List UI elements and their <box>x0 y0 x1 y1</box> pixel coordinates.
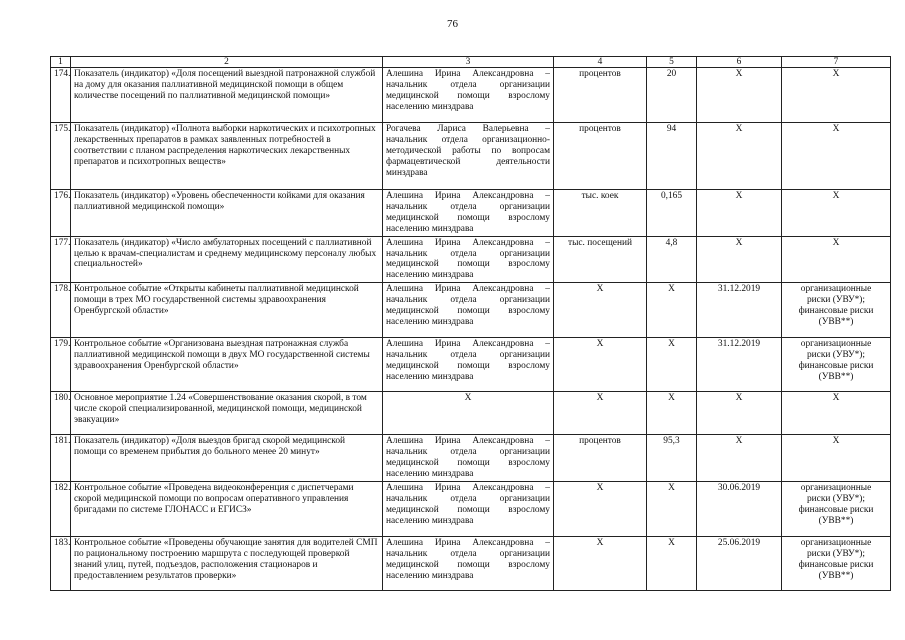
table-row <box>51 236 891 283</box>
risk-line: (УВВ**) <box>818 515 854 526</box>
row-number: 178. <box>51 283 71 338</box>
risk-line: организационные <box>800 339 872 350</box>
row-responsible: Алешина Ирина Александровна – начальник отдела организации медицинской помощи взрослому населению минздрава <box>383 435 554 482</box>
row-number: 182. <box>51 481 71 536</box>
row-deadline: 31.12.2019 <box>697 338 782 392</box>
risk-line: финансовые риски <box>798 306 874 317</box>
row-description: Показатель (индикатор) «Число амбулаторных посещений с паллиативной целью к врачам-специалистам и среднему медицинскому персоналу любых специальностей» <box>71 236 383 283</box>
row-number: 177. <box>51 236 71 283</box>
row-responsible: Алешина Ирина Александровна – начальник отдела организации медицинской помощи взрослому населению минздрава <box>383 536 554 590</box>
row-responsible: Алешина Ирина Александровна – начальник отдела организации медицинской помощи взрослому населению минздрава <box>383 481 554 536</box>
row-description: Показатель (индикатор) «Доля выездов бригад скорой медицинской помощи со временем прибытия до больного менее 20 минут» <box>71 435 383 482</box>
risk-line: риски (УВУ*); <box>806 548 866 559</box>
row-number: 174. <box>51 68 71 123</box>
col-header-4: 4 <box>554 57 647 68</box>
row-responsible: X <box>383 392 554 435</box>
row-number: 179. <box>51 338 71 392</box>
row-unit: X <box>554 338 647 392</box>
table-body <box>51 68 891 591</box>
row-risks: X <box>782 190 891 237</box>
row-number: 175. <box>51 123 71 190</box>
table-row <box>51 392 891 435</box>
row-number: 181. <box>51 435 71 482</box>
col-header-6: 6 <box>697 57 782 68</box>
row-risks <box>782 283 891 338</box>
row-description: Контрольное событие «Проведены обучающие занятия для водителей СМП по рациональному построению маршрута с последующей проверкой знаний улиц, путей, подъездов, расположения стационаров и предоставлением результатов проверки» <box>71 536 383 590</box>
risk-line: финансовые риски <box>798 504 874 515</box>
table-row <box>51 435 891 482</box>
row-responsible: Алешина Ирина Александровна – начальник отдела организации медицинской помощи взрослому населению минздрава <box>383 190 554 237</box>
row-value: 94 <box>647 123 697 190</box>
row-description: Показатель (индикатор) «Полнота выборки наркотических и психотропных лекарственных препаратов в рамках заявленных потребностей в соответствии с планом распределения наркотических лекарственных препаратов и психотропных веществ» <box>71 123 383 190</box>
row-value: 0,165 <box>647 190 697 237</box>
row-number: 183. <box>51 536 71 590</box>
row-deadline: X <box>697 392 782 435</box>
row-value: 95,3 <box>647 435 697 482</box>
row-value: 4,8 <box>647 236 697 283</box>
row-responsible: Алешина Ирина Александровна – начальник отдела организации медицинской помощи взрослому населению минздрава <box>383 283 554 338</box>
measures-table <box>50 56 891 591</box>
row-value: 20 <box>647 68 697 123</box>
risk-line: организационные <box>800 482 872 493</box>
row-responsible: Алешина Ирина Александровна – начальник отдела организации медицинской помощи взрослому населению минздрава <box>383 338 554 392</box>
row-deadline: 25.06.2019 <box>697 536 782 590</box>
row-description: Контрольное событие «Открыты кабинеты паллиативной медицинской помощи в трех МО государственной системы здравоохранения Оренбургской области» <box>71 283 383 338</box>
row-risks: X <box>782 435 891 482</box>
row-deadline: 30.06.2019 <box>697 481 782 536</box>
row-value: X <box>647 536 697 590</box>
table-row <box>51 68 891 123</box>
row-deadline: X <box>697 190 782 237</box>
row-responsible: Рогачева Лариса Валерьевна – начальник отдела организационно-методической работы по вопросам фармацевтической деятельности минздрава <box>383 123 554 190</box>
row-unit: X <box>554 283 647 338</box>
risk-line: (УВВ**) <box>818 371 854 382</box>
row-number: 180. <box>51 392 71 435</box>
header-row <box>51 57 891 68</box>
row-deadline: X <box>697 236 782 283</box>
row-unit: X <box>554 481 647 536</box>
table-row <box>51 481 891 536</box>
row-unit: тыс. посещений <box>554 236 647 283</box>
col-header-5: 5 <box>647 57 697 68</box>
row-unit: процентов <box>554 68 647 123</box>
row-description: Показатель (индикатор) «Уровень обеспеченности койками для оказания паллиативной медицинской помощи» <box>71 190 383 237</box>
page-number: 76 <box>447 18 458 30</box>
row-value: X <box>647 392 697 435</box>
row-number: 176. <box>51 190 71 237</box>
table-row <box>51 338 891 392</box>
row-risks <box>782 536 891 590</box>
table-row <box>51 536 891 590</box>
row-deadline: X <box>697 68 782 123</box>
risk-line: организационные <box>800 537 872 548</box>
col-header-3: 3 <box>383 57 554 68</box>
row-description: Контрольное событие «Организована выездная патронажная служба паллиативной медицинской помощи в двух МО государственной системы здравоохранения Оренбургской области» <box>71 338 383 392</box>
row-unit: тыс. коек <box>554 190 647 237</box>
row-unit: процентов <box>554 435 647 482</box>
row-description: Показатель (индикатор) «Доля посещений выездной патронажной службой на дому для оказания паллиативной медицинской помощи в общем количестве посещений по паллиативной медицинской помощи» <box>71 68 383 123</box>
row-unit: X <box>554 392 647 435</box>
col-header-7: 7 <box>782 57 891 68</box>
row-description: Контрольное событие «Проведена видеоконференция с диспетчерами скорой медицинской помощи по вопросам оперативного управления бригадами по системе ГЛОНАСС и ЕГИСЗ» <box>71 481 383 536</box>
row-risks <box>782 338 891 392</box>
risk-line: риски (УВУ*); <box>806 295 866 306</box>
col-header-1: 1 <box>51 57 71 68</box>
row-responsible: Алешина Ирина Александровна – начальник отдела организации медицинской помощи взрослому населению минздрава <box>383 236 554 283</box>
row-value: X <box>647 338 697 392</box>
table-row <box>51 123 891 190</box>
risk-line: (УВВ**) <box>818 570 854 581</box>
row-deadline: 31.12.2019 <box>697 283 782 338</box>
row-deadline: X <box>697 435 782 482</box>
row-risks: X <box>782 392 891 435</box>
row-deadline: X <box>697 123 782 190</box>
table-row <box>51 190 891 237</box>
risk-line: риски (УВУ*); <box>806 350 866 361</box>
row-value: X <box>647 283 697 338</box>
row-value: X <box>647 481 697 536</box>
risk-line: финансовые риски <box>798 361 874 372</box>
risk-line: организационные <box>800 284 872 295</box>
row-unit: X <box>554 536 647 590</box>
row-risks: X <box>782 123 891 190</box>
risk-line: финансовые риски <box>798 559 874 570</box>
row-unit: процентов <box>554 123 647 190</box>
table-row <box>51 283 891 338</box>
row-risks: X <box>782 236 891 283</box>
risk-line: (УВВ**) <box>818 316 854 327</box>
risk-line: риски (УВУ*); <box>806 493 866 504</box>
row-risks <box>782 481 891 536</box>
col-header-2: 2 <box>71 57 383 68</box>
row-description: Основное мероприятие 1.24 «Совершенствование оказания скорой, в том числе скорой специализированной, медицинской помощи, медицинской эвакуации» <box>71 392 383 435</box>
row-responsible: Алешина Ирина Александровна – начальник отдела организации медицинской помощи взрослому населению минздрава <box>383 68 554 123</box>
row-risks: X <box>782 68 891 123</box>
